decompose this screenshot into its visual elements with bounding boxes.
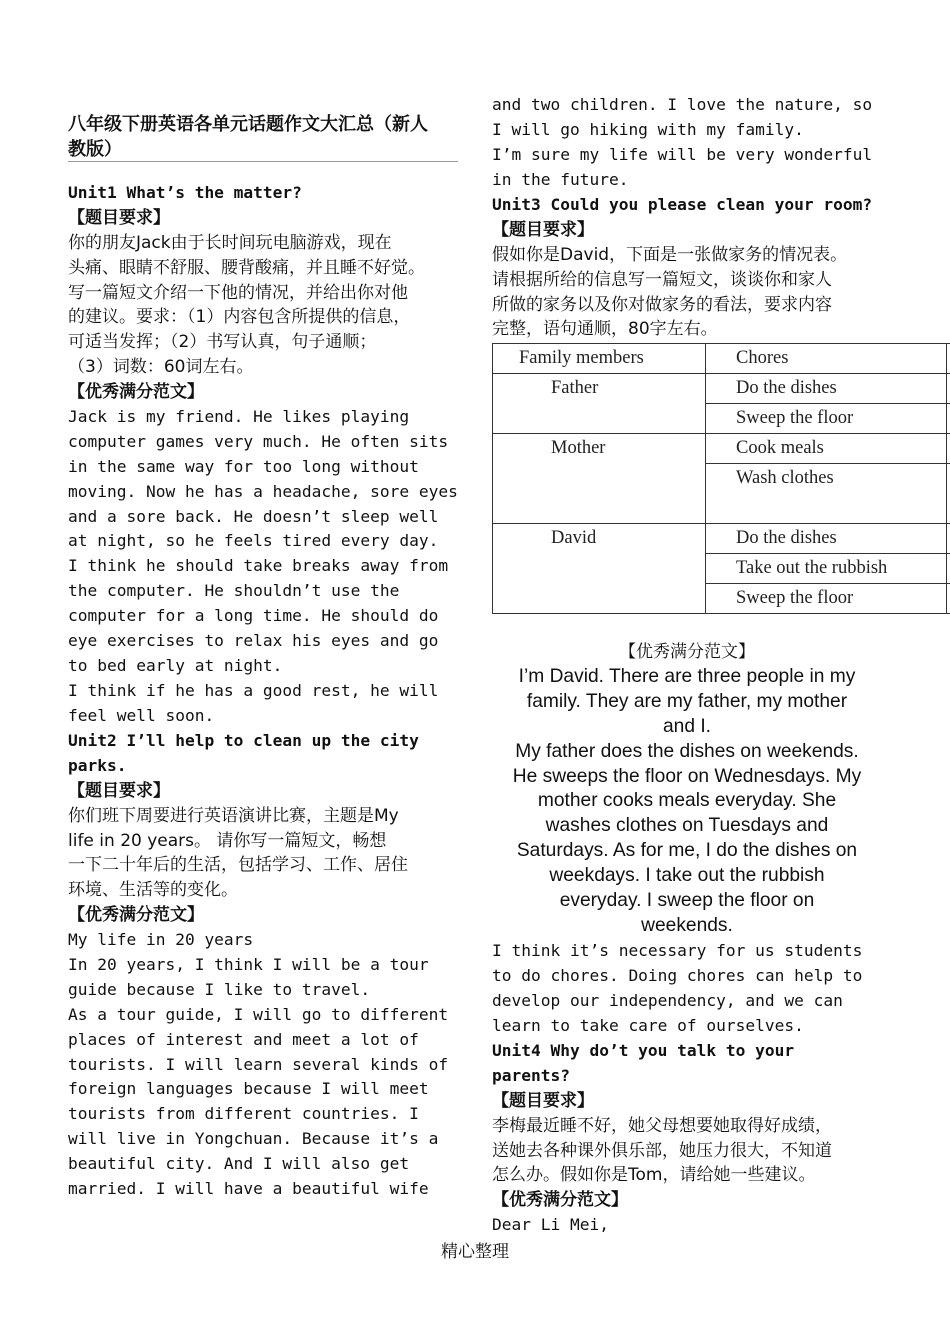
- unit4-sample-line: Dear Li Mei,: [492, 1215, 609, 1235]
- unit2-continued-line: and two children. I love the nature, so: [492, 95, 873, 114]
- table-cell-empty: [947, 554, 950, 584]
- table-cell-empty: [947, 464, 950, 524]
- unit2-continued: [492, 93, 872, 193]
- unit2-sample-line: In 20 years, I think I will be a tour: [68, 955, 429, 975]
- unit4-section: [492, 1039, 832, 1238]
- table-cell-empty: [947, 344, 950, 374]
- unit1-requirement-line: 的建议。要求：（1）内容包含所提供的信息，: [68, 307, 411, 328]
- unit2-continued-line: I will go hiking with my family.: [492, 119, 804, 139]
- unit1-sample-line: computer for a long time. He should do: [68, 606, 439, 626]
- unit3-requirement-heading: 【题目要求】: [492, 219, 594, 240]
- unit1-section: [68, 181, 458, 729]
- title-line: 教版）: [68, 138, 122, 160]
- member-cell: Father: [493, 374, 706, 434]
- unit1-sample-line: Jack is my friend. He likes playing: [68, 407, 410, 427]
- unit1-sample-line: I think he should take breaks away from: [68, 556, 449, 576]
- unit3-conclusion: [492, 939, 862, 1039]
- unit3-sample-line: He sweeps the floor on Wednesdays. My: [512, 765, 862, 787]
- unit2-sample-line: married. I will have a beautiful wife: [68, 1179, 429, 1199]
- unit3-sample-line: mother cooks meals everyday. She: [537, 790, 837, 812]
- unit4-requirement-line: 李梅最近睡不好，她父母想要她取得好成绩，: [492, 1115, 832, 1136]
- table-row: [493, 434, 950, 464]
- unit3-requirement-line: 请根据所给的信息写一篇短文，谈谈你和家人: [492, 269, 832, 290]
- unit4-title: parents?: [492, 1065, 570, 1085]
- unit2-title: Unit2 I’ll help to clean up the city: [68, 731, 419, 750]
- unit3-conclusion-line: I think it’s necessary for us students: [492, 941, 863, 960]
- chore-cell: Sweep the floor: [706, 404, 947, 434]
- unit1-sample-line: at night, so he feels tired every day.: [68, 531, 439, 551]
- unit3-sample-line: I’m David. There are three people in my: [518, 665, 856, 687]
- unit3-sample-line: My father does the dishes on weekends.: [515, 740, 859, 762]
- unit2-sample-heading: 【优秀满分范文】: [68, 905, 204, 926]
- unit2-requirement-line: 一下二十年后的生活，包括学习、工作、居住: [68, 855, 408, 876]
- table-cell-empty: [947, 584, 950, 614]
- header-chores: Chores: [706, 344, 947, 374]
- document-title: [68, 112, 428, 162]
- unit3-sample-line: Saturdays. As for me, I do the dishes on: [516, 840, 858, 862]
- unit1-sample-line: computer games very much. He often sits: [68, 431, 449, 451]
- unit1-requirement-line: 头痛、眼睛不舒服、腰背酸痛，并且睡不好觉。: [68, 257, 425, 278]
- unit3-sample-line: weekends.: [641, 914, 733, 936]
- unit3-header: [492, 193, 872, 342]
- unit2-sample-line: tourists. I will learn several kinds of: [68, 1054, 449, 1074]
- unit3-sample-line: weekdays. I take out the rubbish: [549, 865, 825, 887]
- unit1-sample-line: I think if he has a good rest, he will: [68, 680, 439, 700]
- unit2-sample-line: As a tour guide, I will go to different: [68, 1004, 449, 1024]
- unit2-sample-line: guide because I like to travel.: [68, 979, 371, 999]
- unit4-sample-heading: 【优秀满分范文】: [492, 1190, 628, 1211]
- unit3-sample-heading: 【优秀满分范文】: [619, 642, 755, 662]
- chore-cell: Wash clothes: [706, 464, 947, 524]
- unit1-requirement-line: 可适当发挥；（2）书写认真，句子通顺；: [68, 332, 377, 353]
- table-cell-empty: [947, 434, 950, 464]
- unit4-requirement-line: 送她去各种课外俱乐部，她压力很大，不知道: [492, 1140, 832, 1161]
- unit2-requirement-line: life in 20 years。 请你写一篇短文，畅想: [68, 830, 387, 851]
- title-divider: [68, 161, 458, 162]
- unit2-continued-line: I’m sure my life will be very wonderful: [492, 144, 873, 164]
- chore-cell: Sweep the floor: [706, 584, 947, 614]
- unit1-sample-heading: 【优秀满分范文】: [68, 382, 204, 403]
- unit1-sample-line: to bed early at night.: [68, 655, 283, 675]
- unit1-requirement-line: 你的朋友Jack由于长时间玩电脑游戏，现在: [68, 232, 392, 253]
- table-row: [493, 374, 950, 404]
- unit3-requirement-line: 完整，语句通顺，80字左右。: [492, 319, 718, 340]
- title-line: 八年级下册英语各单元话题作文大汇总（新人: [68, 114, 428, 135]
- unit2-sample-line: My life in 20 years: [68, 930, 254, 950]
- unit1-requirement-line: 写一篇短文介绍一下他的情况，并给出你对他: [68, 282, 408, 303]
- member-cell: Mother: [493, 434, 706, 524]
- unit1-sample-line: moving. Now he has a headache, sore eyes: [68, 481, 458, 501]
- chore-cell: Cook meals: [706, 434, 947, 464]
- unit3-title: Unit3 Could you please clean your room?: [492, 195, 873, 214]
- unit4-requirement-line: 怎么办。假如你是Tom，请给她一些建议。: [492, 1165, 816, 1186]
- unit2-requirement-heading: 【题目要求】: [68, 780, 170, 801]
- unit3-conclusion-line: develop our independency, and we can: [492, 990, 843, 1010]
- unit2-sample-line: tourists from different countries. I: [68, 1104, 419, 1124]
- unit2-requirement-line: 环境、生活等的变化。: [68, 880, 238, 901]
- unit1-sample-line: eye exercises to relax his eyes and go: [68, 631, 439, 651]
- unit1-sample-line: in the same way for too long without: [68, 456, 419, 476]
- unit3-sample: [492, 640, 882, 939]
- unit2-sample-line: places of interest and meet a lot of: [68, 1029, 419, 1049]
- unit1-title: Unit1 What’s the matter?: [68, 183, 302, 202]
- member-cell: David: [493, 524, 706, 614]
- unit3-conclusion-line: to do chores. Doing chores can help to: [492, 965, 863, 985]
- unit2-sample-line: foreign languages because I will meet: [68, 1079, 429, 1099]
- unit1-requirement-line: （3）词数：60词左右。: [68, 357, 254, 378]
- unit1-sample-line: feel well soon.: [68, 705, 215, 725]
- chore-cell: Take out the rubbish: [706, 554, 947, 584]
- unit4-requirement-heading: 【题目要求】: [492, 1090, 594, 1111]
- unit1-requirement-heading: 【题目要求】: [68, 207, 170, 228]
- unit3-sample-line: family. They are my father, my mother: [526, 690, 848, 712]
- unit2-section: [68, 729, 448, 1202]
- unit2-sample-line: will live in Yongchuan. Because it’s a: [68, 1129, 439, 1149]
- unit4-title: Unit4 Why do’t you talk to your: [492, 1041, 795, 1060]
- unit1-sample-line: and a sore back. He doesn’t sleep well: [68, 506, 439, 526]
- unit2-sample-line: beautiful city. And I will also get: [68, 1154, 410, 1174]
- unit3-conclusion-line: learn to take care of ourselves.: [492, 1015, 804, 1035]
- unit2-requirement-line: 你们班下周要进行英语演讲比赛，主题是My: [68, 805, 399, 826]
- table-cell-empty: [947, 524, 950, 554]
- page-footer: 精心整理: [441, 1242, 509, 1262]
- chore-cell: Do the dishes: [706, 374, 947, 404]
- unit3-requirement-line: 所做的家务以及你对做家务的看法，要求内容: [492, 294, 832, 315]
- unit2-continued-line: in the future.: [492, 169, 629, 189]
- unit3-sample-line: washes clothes on Tuesdays and: [545, 815, 829, 837]
- unit3-sample-line: and I.: [662, 715, 711, 737]
- unit1-sample-line: the computer. He shouldn’t use the: [68, 581, 400, 601]
- header-family-members: Family members: [493, 344, 706, 374]
- table-cell-empty: [947, 374, 950, 404]
- unit3-sample-line: everyday. I sweep the floor on: [559, 890, 815, 912]
- unit3-requirement-line: 假如你是David，下面是一张做家务的情况表。: [492, 244, 848, 265]
- table-cell-empty: [947, 404, 950, 434]
- chores-table: [492, 343, 950, 614]
- table-row: [493, 524, 950, 554]
- unit2-title: parks.: [68, 755, 127, 775]
- table-header-row: [493, 344, 950, 374]
- chore-cell: Do the dishes: [706, 524, 947, 554]
